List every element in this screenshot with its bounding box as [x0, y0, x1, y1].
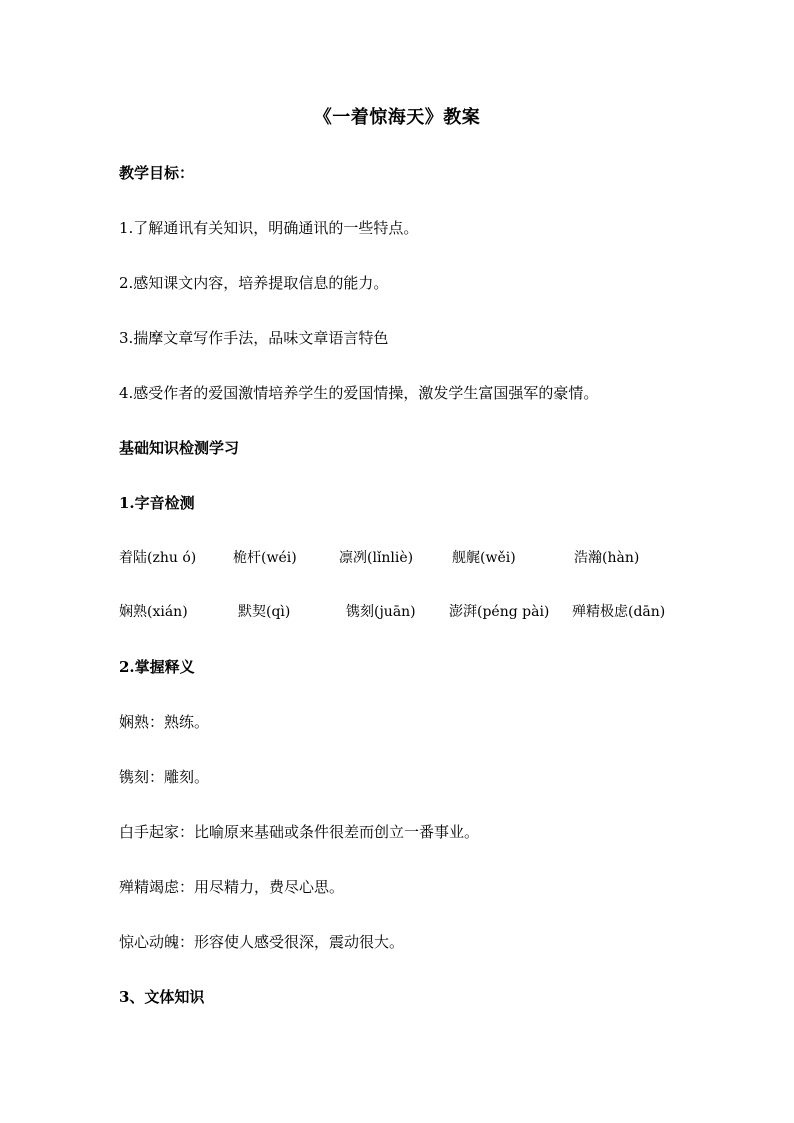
- objectives-heading: 教学目标：: [119, 164, 195, 182]
- basics-heading: 基础知识检测学习: [119, 439, 240, 457]
- pronunciation-item: 澎湃(péng pài): [449, 604, 550, 620]
- pronunciation-item: 默契(qì): [238, 604, 291, 620]
- definition-item: 白手起家：比喻原来基础或条件很差而创立一番事业。: [119, 823, 480, 841]
- pronunciation-item: 浩瀚(hàn): [574, 550, 640, 566]
- document-title: 《一着惊海天》教案: [313, 107, 481, 128]
- pronunciation-item: 镌刻(juān): [346, 604, 416, 620]
- objective-item-3: 3.揣摩文章写作手法，品味文章语言特色: [119, 329, 389, 347]
- definition-item: 镌刻：雕刻。: [119, 768, 210, 786]
- pronunciation-item: 着陆(zhu ó): [119, 550, 197, 566]
- objective-item-1: 1.了解通讯有关知识，明确通讯的一些特点。: [119, 219, 419, 237]
- pronunciation-item: 殚精极虑(dān): [572, 604, 666, 620]
- pronunciation-item: 凛冽(lǐnliè): [339, 550, 414, 566]
- genre-heading: 3、文体知识: [119, 988, 205, 1006]
- definition-item: 惊心动魄：形容使人感受很深，震动很大。: [119, 933, 405, 951]
- pronunciation-row-1: [0, 548, 794, 568]
- pronunciation-item: 娴熟(xián): [119, 604, 188, 620]
- definition-item: 娴熟：熟练。: [119, 713, 210, 731]
- pronunciation-heading: 1.字音检测: [119, 494, 195, 512]
- objective-item-2: 2.感知课文内容，培养提取信息的能力。: [119, 274, 389, 292]
- pronunciation-item: 舰艉(wěi): [452, 550, 516, 566]
- objective-item-4: 4.感受作者的爱国激情培养学生的爱国情操，激发学生富国强军的豪情。: [119, 384, 599, 402]
- pronunciation-row-2: [0, 602, 794, 622]
- pronunciation-item: 桅杆(wéi): [233, 550, 297, 566]
- definition-item: 殚精竭虑：用尽精力，费尽心思。: [119, 878, 345, 896]
- definitions-heading: 2.掌握释义: [119, 658, 195, 676]
